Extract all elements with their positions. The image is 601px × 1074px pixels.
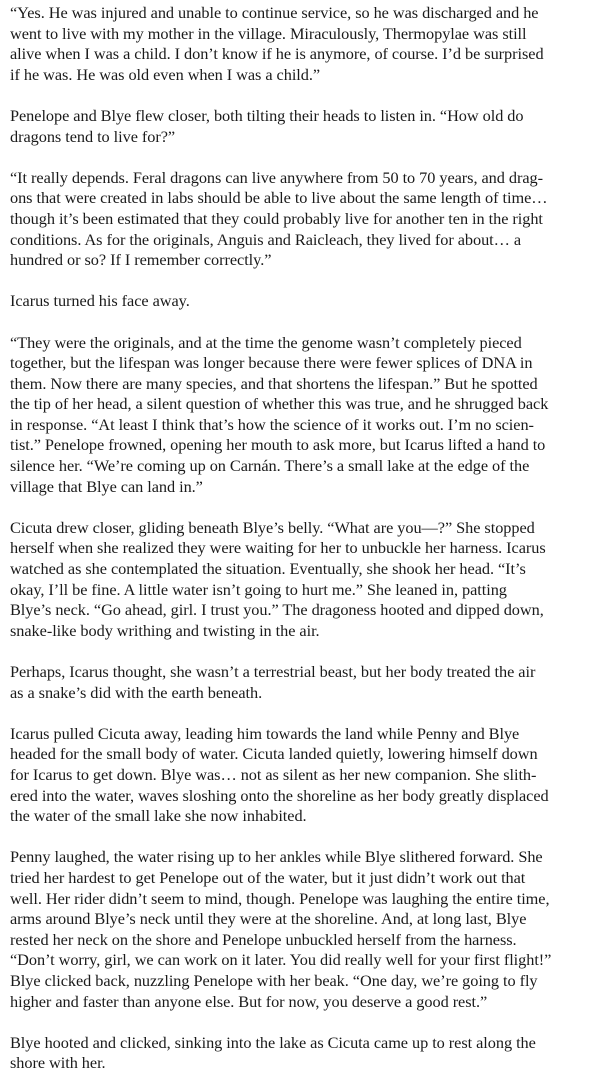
paragraph-5: “They were the originals, and at the time the genome wasn’t completely pieced together, but the lifespan was longer because there were fewer splices of DNA in them. Now there are many species, and that shortens the lifespan.” But he spotted the tip of her head, a silent question of whether this was true, and he shrugged back in response. “At least I think that’s how the science of it works out. I’m no scien- tist.” Penelope frowned, opening her mouth to ask more, but Icarus lifted a hand to silence her. “We’re coming up on Carnán. There’s a small lake at the edge of the village that Blye can land in.” — [10, 332, 549, 496]
paragraph-7: Perhaps, Icarus thought, she wasn’t a terrestrial beast, but her body treated the air as a snake’s did with the earth beneath. — [10, 662, 536, 702]
paragraph-3: “It really depends. Feral dragons can live anywhere from 50 to 70 years, and drag- ons that were created in labs should be able to live about the same length of time… though it’s been estimated that they could probably live for another ten in the right conditions. As for the originals, Anguis and Raicleach, they lived for about… a hundred or so? If I remember correctly.” — [10, 167, 548, 270]
paragraph-1: “Yes. He was injured and unable to continue service, so he was discharged and he went to live with my mother in the village. Miraculously, Thermopylae was still alive when I was a child. I don’t know if he is anymore, of course. I’d be surprised if he was. He was old even when I was a child.” — [10, 3, 544, 84]
paragraph-4: Icarus turned his face away. — [10, 291, 190, 311]
paragraph-2: Penelope and Blye flew closer, both tilting their heads to listen in. “How old do dragons tend to live for?” — [10, 105, 524, 146]
paragraph-6: Cicuta drew closer, gliding beneath Blye’s belly. “What are you—?” She stopped herself when she realized they were waiting for her to unbuckle her harness. Icarus watched as she contemplated the situation. Eventually, she shook her head. “It’s okay, I’ll be fine. A little water isn’t going to hurt me.” She leaned in, patting Blye’s neck. “Go ahead, girl. I trust you.” The dragoness hooted and dipped down, snake-like body writhing and twisting in the air. — [10, 517, 546, 640]
paragraph-9: Penny laughed, the water rising up to her ankles while Blye slithered forward. She tried her hardest to get Penelope out of the water, but it just didn’t work out that well. Her rider didn’t seem to mind, though. Penelope was laughing the entire time, arms around Blye’s neck until they were at the shoreline. And, at long last, Blye rested her neck on the shore and Penelope unbuckled herself from the harness. “Don’t worry, girl, we can work on it later. You did really well for your first flight!” Blye clicked back, nuzzling Penelope with her beak. “One day, we’re going to fly higher and faster than anyone else. But for now, you deserve a good rest.” — [10, 847, 552, 1011]
paragraph-8: Icarus pulled Cicuta away, leading him towards the land while Penny and Blye headed for the small body of water. Cicuta landed quietly, lowering himself down for Icarus to get down. Blye was… not as silent as her new companion. She slith- ered into the water, waves sloshing onto the shoreline as her body greatly displaced the water of the small lake she now inhabited. — [10, 723, 549, 826]
paragraph-10: Blye hooted and clicked, sinking into the lake as Cicuta came up to rest along the shore with her. — [10, 1032, 536, 1073]
